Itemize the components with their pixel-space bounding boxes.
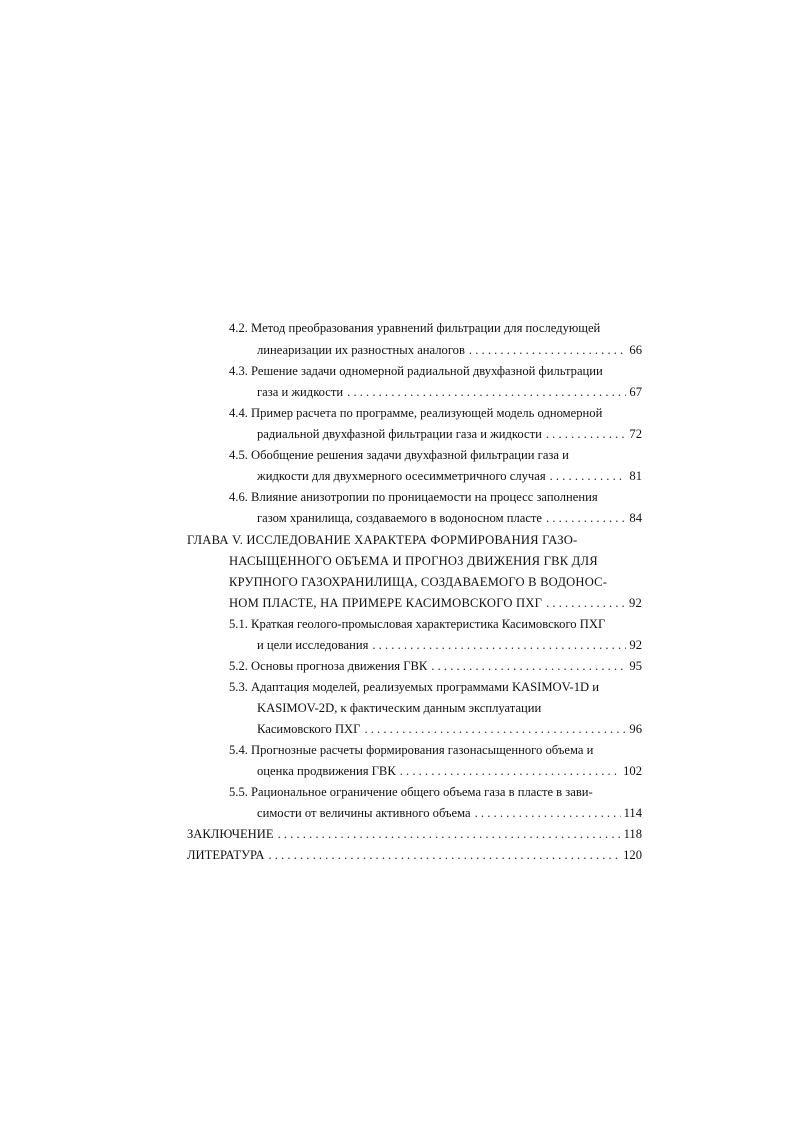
toc-leader-dots — [550, 468, 627, 484]
toc-entry-5-2 — [229, 658, 642, 674]
toc-entry-5-2-page: 95 — [629, 659, 642, 673]
toc-entry-5-3-line2: KASIMOV-2D, к фактическим данным эксплуатации — [257, 701, 542, 715]
toc-entry-5-4-page: 102 — [623, 764, 642, 778]
toc-entry-5-5-text: симости от величины активного объема — [257, 806, 471, 820]
toc-entry-5-3-page: 96 — [629, 722, 642, 736]
toc-entry-references-page: 120 — [623, 848, 642, 862]
toc-entry-5-1-page: 92 — [629, 638, 642, 652]
toc-entry-4-2-page: 66 — [629, 343, 642, 357]
toc-entry-5-4-text: оценка продвижения ГВК — [257, 764, 396, 778]
toc-leader-dots — [364, 721, 626, 737]
toc-entry-references — [187, 847, 642, 863]
toc-entry-4-4-line1: 4.4. Пример расчета по программе, реализующей модель одномерной — [229, 406, 603, 420]
toc-chapter-5-text: НОМ ПЛАСТЕ, НА ПРИМЕРЕ КАСИМОВСКОГО ПХГ — [229, 596, 543, 610]
toc-chapter-5-line2: НАСЫЩЕННОГО ОБЪЕМА И ПРОГНОЗ ДВИЖЕНИЯ ГВК ДЛЯ — [229, 554, 598, 568]
toc-entry-5-1-text: и цели исследования — [257, 638, 369, 652]
toc-entry-conclusion-page: 118 — [623, 827, 642, 841]
toc-entry-5-5-line2 — [257, 805, 642, 821]
toc-entry-4-5-line1: 4.5. Обобщение решения задачи двухфазной фильтрации газа и — [229, 448, 569, 462]
toc-entry-4-2-line2 — [257, 342, 642, 358]
toc-entry-4-5-text: жидкости для двухмерного осесимметричного случая — [257, 469, 546, 483]
toc-entry-4-3-page: 67 — [629, 385, 642, 399]
toc-chapter-5-page: 92 — [629, 596, 642, 610]
toc-entry-5-5-line1: 5.5. Рациональное ограничение общего объема газа в пласте в зави- — [229, 785, 593, 799]
toc-entry-conclusion-text: ЗАКЛЮЧЕНИЕ — [187, 827, 274, 841]
toc-entry-4-5-page: 81 — [629, 469, 642, 483]
toc-entry-4-6-page: 84 — [629, 511, 642, 525]
toc-chapter-5-line3: КРУПНОГО ГАЗОХРАНИЛИЩА, СОЗДАВАЕМОГО В ВОДОНОС- — [229, 575, 608, 589]
toc-entry-conclusion — [187, 826, 642, 842]
toc-leader-dots — [546, 595, 626, 611]
toc-chapter-5-line1: ГЛАВА V. ИССЛЕДОВАНИЕ ХАРАКТЕРА ФОРМИРОВАНИЯ ГАЗО- — [187, 533, 578, 547]
toc-entry-4-4-line2 — [257, 426, 642, 442]
toc-entry-4-2-text: линеаризации их разностных аналогов — [257, 343, 465, 357]
toc-entry-5-1-line1: 5.1. Краткая геолого-промысловая характеристика Касимовского ПХГ — [229, 617, 606, 631]
toc-entry-5-2-text: 5.2. Основы прогноза движения ГВК — [229, 659, 428, 673]
toc-entry-4-5-line2 — [257, 468, 642, 484]
toc-entry-5-3-line1: 5.3. Адаптация моделей, реализуемых программами KASIMOV-1D и — [229, 680, 600, 694]
toc-entry-5-3-text: Касимовского ПХГ — [257, 722, 361, 736]
toc-entry-4-6-line1: 4.6. Влияние анизотропии по проницаемости на процесс заполнения — [229, 490, 598, 504]
toc-leader-dots — [431, 658, 626, 674]
toc-leader-dots — [372, 637, 626, 653]
toc-leader-dots — [269, 847, 621, 863]
toc-entry-5-1-line2 — [257, 637, 642, 653]
toc-leader-dots — [546, 510, 626, 526]
toc-entry-5-3-line3 — [257, 721, 642, 737]
toc-entry-5-4-line1: 5.4. Прогнозные расчеты формирования газонасыщенного объема и — [229, 743, 594, 757]
toc-entry-4-4-page: 72 — [629, 427, 642, 441]
toc-entry-4-6-line2 — [257, 510, 642, 526]
toc-entry-4-3-line1: 4.3. Решение задачи одномерной радиальной двухфазной фильтрации — [229, 364, 603, 378]
toc-entry-4-6-text: газом хранилища, создаваемого в водоносном пласте — [257, 511, 543, 525]
toc-leader-dots — [546, 426, 627, 442]
toc-leader-dots — [475, 805, 621, 821]
toc-leader-dots — [278, 826, 621, 842]
toc-entry-4-4-text: радиальной двухфазной фильтрации газа и жидкости — [257, 427, 542, 441]
toc-leader-dots — [400, 763, 620, 779]
toc-entry-4-3-text: газа и жидкости — [257, 385, 344, 399]
toc-entry-5-5-page: 114 — [623, 806, 642, 820]
toc-entry-5-4-line2 — [257, 763, 642, 779]
toc-entry-4-3-line2 — [257, 384, 642, 400]
toc-leader-dots — [469, 342, 626, 358]
toc-entry-4-2-line1: 4.2. Метод преобразования уравнений фильтрации для последующей — [229, 321, 601, 335]
toc-leader-dots — [347, 384, 626, 400]
toc-chapter-5-line4 — [229, 595, 642, 611]
toc-entry-references-text: ЛИТЕРАТУРА — [187, 848, 265, 862]
